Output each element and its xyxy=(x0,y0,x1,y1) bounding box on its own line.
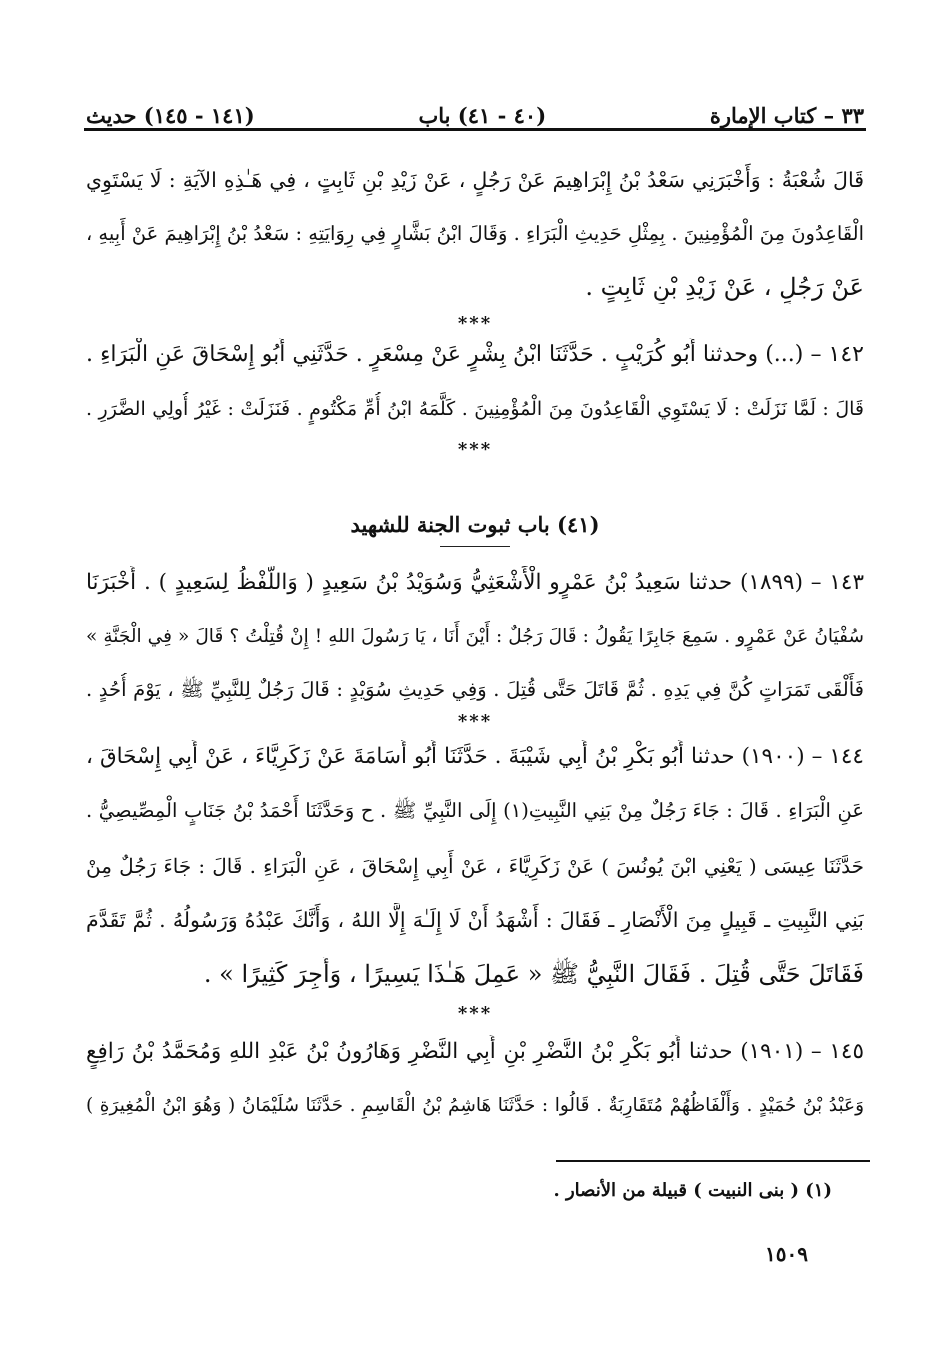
text-line: عَنِ الْبَرَاءِ . قَالَ : جَاءَ رَجُلٌ مِنْ بَنِي النَّبِيتِ(١) إِلَى النَّبِيِّ ﷺ . ح وَحَدَّثَنَا أَحْمَدُ بْنُ جَنَابٍ الْمِصِّيصِيُّ . xyxy=(86,799,864,822)
footnote-rule xyxy=(556,1160,870,1162)
text-line: بَنِي النَّبِيتِ ـ قَبِيلٍ مِنَ الْأَنْصَارِ ـ فَقَالَ : أَشْهَدُ أَنْ لَا إِلَـٰهَ إِلَّا اللهُ ، وَأَنَّكَ عَبْدُهُ وَرَسُولُهُ . ثُمَّ تَقَدَّمَ xyxy=(86,908,864,932)
text-line: قَالَ شُعْبَةُ : وَأَخْبَرَنِي سَعْدُ بْنُ إِبْرَاهِيمَ عَنْ رَجُلٍ ، عَنْ زَيْدِ بْنِ ثَابِتٍ ، فِي هَـٰذِهِ الآيَةِ : لَا يَسْتَوِي xyxy=(86,168,864,192)
footnote: (١) ( بنى النبيت ) قبيلة من الأنصار . xyxy=(553,1180,832,1201)
text-line: ١٤٣ – (١٨٩٩) حدثنا سَعِيدُ بْنُ عَمْرٍو الْأَشْعَثِيُّ وَسُوَيْدُ بْنُ سَعِيدٍ ( وَاللَّفْظُ لِسَعِيدٍ ) . أَخْبَرَنَا xyxy=(86,570,864,595)
chapter-rule xyxy=(440,546,510,547)
text-line: سُفْيَانُ عَنْ عَمْرٍو . سَمِعَ جَابِرًا يَقُولُ : قَالَ رَجُلٌ : أَيْنَ أَنَا ، يَا رَسُولَ اللهِ ! إِنْ قُتِلْتُ ؟ قَالَ « فِي الْجَنَّةِ » xyxy=(86,626,864,647)
text-line: حَدَّثَنَا عِيسَى ( يَعْنِي ابْنَ يُونُسَ ) عَنْ زَكَرِيَّاءَ ، عَنْ أَبِي إِسْحَاقَ ، عَنِ الْبَرَاءِ . قَالَ : جَاءَ رَجُلٌ مِنْ xyxy=(86,854,864,878)
text-line: الْقَاعِدُونَ مِنَ الْمُؤْمِنِينَ . بِمِثْلِ حَدِيثِ الْبَرَاءِ . وَقَالَ ابْنُ بَشَّارٍ فِي رِوَايَتِهِ : سَعْدُ بْنُ إِبْرَاهِيمَ عَنْ أَبِيهِ ، xyxy=(86,222,864,245)
section-separator: *** xyxy=(457,711,493,732)
section-separator: *** xyxy=(457,1003,493,1024)
header-rule xyxy=(84,128,866,131)
text-line: ١٤٥ – (١٩٠١) حدثنا أَبُو بَكْرِ بْنُ النَّضْرِ بْنِ أَبِي النَّضْرِ وَهَارُونُ بْنُ عَبْدِ اللهِ وَمُحَمَّدُ بْنُ رَافِعٍ xyxy=(86,1039,864,1064)
chapter-title: (٤١) باب ثبوت الجنة للشهيد xyxy=(350,512,600,537)
header-book-title: ٣٣ – كتاب الإمارة xyxy=(709,103,864,128)
text-line: وَعَبْدُ بْنُ حُمَيْدٍ . وَأَلْفَاظُهُمْ مُتَقَارِبَةٌ . قَالُوا : حَدَّثَنَا هَاشِمُ بْنُ الْقَاسِمِ . حَدَّثَنَا سُلَيْمَانُ ( وَهُوَ ابْنُ الْمُغِيرَةِ ) xyxy=(86,1095,864,1116)
text-line: فَأَلْقَى تَمَرَاتٍ كُنَّ فِي يَدِهِ . ثُمَّ قَاتَلَ حَتَّى قُتِلَ . وَفِي حَدِيثِ سُوَيْدٍ : قَالَ رَجُلٌ لِلنَّبِيِّ ﷺ ، يَوْمَ أُحُدٍ . xyxy=(86,678,864,701)
text-line: ١٤٢ – (...) وحدثنا أَبُو كُرَيْبٍ . حَدَّثَنَا ابْنُ بِشْرٍ عَنْ مِسْعَرٍ . حَدَّثَنِي أَبُو إِسْحَاقَ عَنِ الْبَرَاءِ . xyxy=(86,342,864,367)
running-header xyxy=(86,92,864,128)
header-chapter-range: (٤٠ - ٤١) باب xyxy=(418,103,547,128)
text-line: ١٤٤ – (١٩٠٠) حدثنا أَبُو بَكْرِ بْنُ أَبِي شَيْبَةَ . حَدَّثَنَا أَبُو أُسَامَةَ عَنْ زَكَرِيَّاءَ ، عَنْ أَبِي إِسْحَاقَ ، xyxy=(86,744,864,769)
section-separator: *** xyxy=(457,313,493,334)
text-line: فَقَاتَلَ حَتَّى قُتِلَ . فَقَالَ النَّبِيُّ ﷺ « عَمِلَ هَـٰذَا يَسِيرًا ، وَأُجِرَ كَثِيرًا » . xyxy=(203,960,864,988)
header-hadith-range: (١٤١ - ١٤٥) حديث xyxy=(86,103,255,128)
page-number: ١٥٠٩ xyxy=(765,1242,808,1266)
text-line: قَالَ : لَمَّا نَزَلَتْ : لَا يَسْتَوِي الْقَاعِدُونَ مِنَ الْمُؤْمِنِينَ . كَلَّمَهُ ابْنُ أُمِّ مَكْتُومٍ . فَنَزَلَتْ : غَيْرُ أُولِي الضَّرَرِ . xyxy=(86,398,864,420)
end-mark: *** xyxy=(457,439,493,460)
text-line: عَنْ رَجُلٍ ، عَنْ زَيْدِ بْنِ ثَابِتٍ . xyxy=(585,273,864,301)
